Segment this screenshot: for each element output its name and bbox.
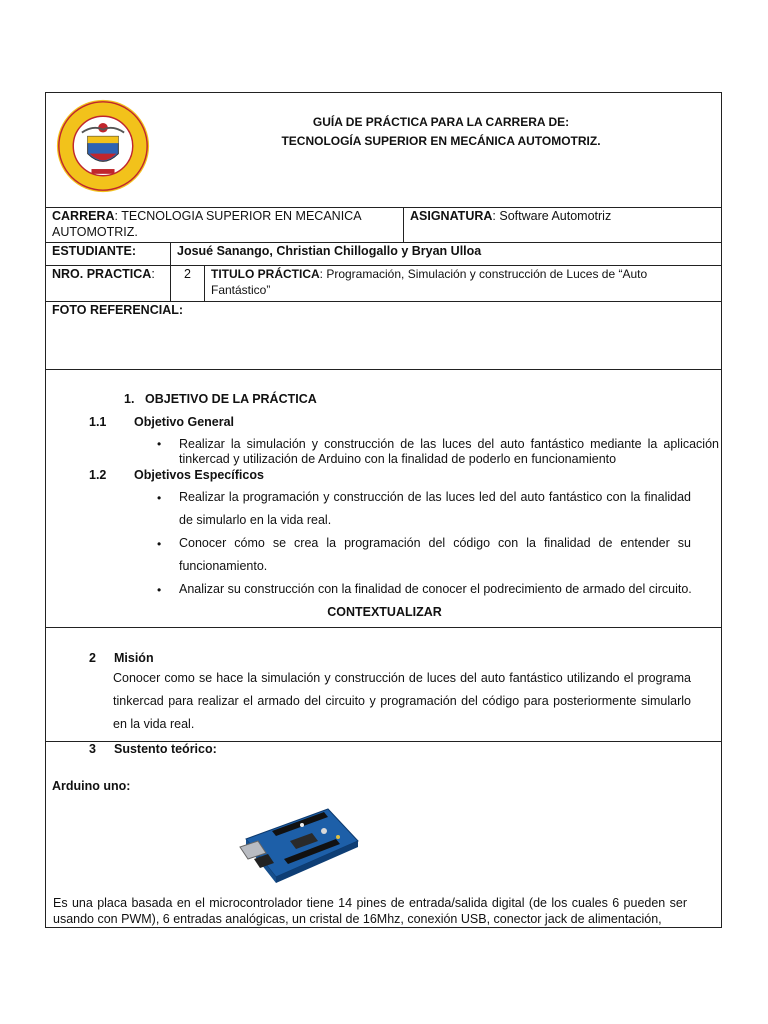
nro-practica-colon: : <box>151 267 155 281</box>
practice-guide-page <box>45 92 722 928</box>
objetivo-general-text: Realizar la simulación y construcción de las luces del auto fantástico mediante la aplicación tinkercad y utilización de Arduino con la finalidad de poderlo en funcionamiento <box>179 437 719 466</box>
estudiante-value: Josué Sanango, Christian Chillogallo y Bryan Ulloa <box>177 244 482 258</box>
mision-title: Misión <box>114 651 154 665</box>
bullet-icon: • <box>157 491 162 505</box>
objetivo-especifico-item: Analizar su construcción con la finalidad de conocer el podrecimiento de armado del circuito. <box>179 582 692 596</box>
estudiante-label: ESTUDIANTE: <box>52 244 137 258</box>
foto-referencial-label: FOTO REFERENCIAL: <box>52 303 184 317</box>
arduino-subtitle: Arduino uno: <box>52 779 131 793</box>
objetivo-especifico-item: Realizar la programación y construcción de las luces led del auto fantástico con la finalidad de simularlo en la vida real. <box>179 490 691 527</box>
guide-title-line-1: GUÍA DE PRÁCTICA PARA LA CARRERA DE: <box>312 115 570 129</box>
mision-text: Conocer como se hace la simulación y construcción de luces del auto fantástico utilizando el programa tinkercad para realizar el armado del circuito y programación del código para posteriormente simularlo en la vida real. <box>113 671 691 731</box>
institute-logo <box>55 98 151 194</box>
objetivos-especificos-title: Objetivos Específicos <box>134 468 264 482</box>
asignatura-label: ASIGNATURA <box>410 209 493 223</box>
bullet-icon: • <box>157 437 162 451</box>
guide-title-line-2: TECNOLOGÍA SUPERIOR EN MECÁNICA AUTOMOTRIZ. <box>281 134 601 148</box>
carrera-value: : TECNOLOGIA SUPERIOR EN MECANICA AUTOMOTRIZ. <box>52 209 361 239</box>
nro-practica-field <box>52 266 155 282</box>
divider <box>403 207 404 242</box>
asignatura-value: : Software Automotriz <box>492 209 612 223</box>
nro-practica-label: NRO. PRACTICA <box>52 267 152 281</box>
arduino-description: Es una placa basada en el microcontrolador tiene 14 pines de entrada/salida digital (de los cuales 6 pueden ser usando con PWM), 6 entradas analógicas, un cristal de 16Mhz, conexión USB, conector jack de alimentación, <box>53 896 687 926</box>
carrera-field <box>52 208 397 240</box>
divider <box>204 265 205 301</box>
asignatura-field <box>410 208 715 224</box>
section-number: 3 <box>89 742 96 756</box>
divider <box>46 627 721 628</box>
sustento-title: Sustento teórico: <box>114 742 217 756</box>
titulo-practica-field <box>211 266 681 298</box>
nro-practica-value: 2 <box>184 267 191 281</box>
contextualizar-heading: CONTEXTUALIZAR <box>327 605 442 619</box>
divider <box>46 369 721 370</box>
titulo-practica-value: : Programación, Simulación y construcción de Luces de “Auto Fantástico” <box>211 267 648 297</box>
section-number: 2 <box>89 651 96 665</box>
titulo-practica-label: TITULO PRÁCTICA <box>211 267 320 281</box>
objetivo-especifico-item: Conocer cómo se crea la programación del código con la finalidad de entender su funcionamiento. <box>179 536 691 573</box>
carrera-label: CARRERA <box>52 209 115 223</box>
bullet-icon: • <box>157 583 162 597</box>
divider <box>170 242 171 301</box>
objetivo-heading: OBJETIVO DE LA PRÁCTICA <box>145 392 317 406</box>
bullet-icon: • <box>157 537 162 551</box>
section-number: 1.2 <box>89 468 107 482</box>
arduino-board-image <box>232 801 362 887</box>
objetivo-general-title: Objetivo General <box>134 415 235 429</box>
section-number: 1. <box>124 392 135 406</box>
section-number: 1.1 <box>89 415 107 429</box>
